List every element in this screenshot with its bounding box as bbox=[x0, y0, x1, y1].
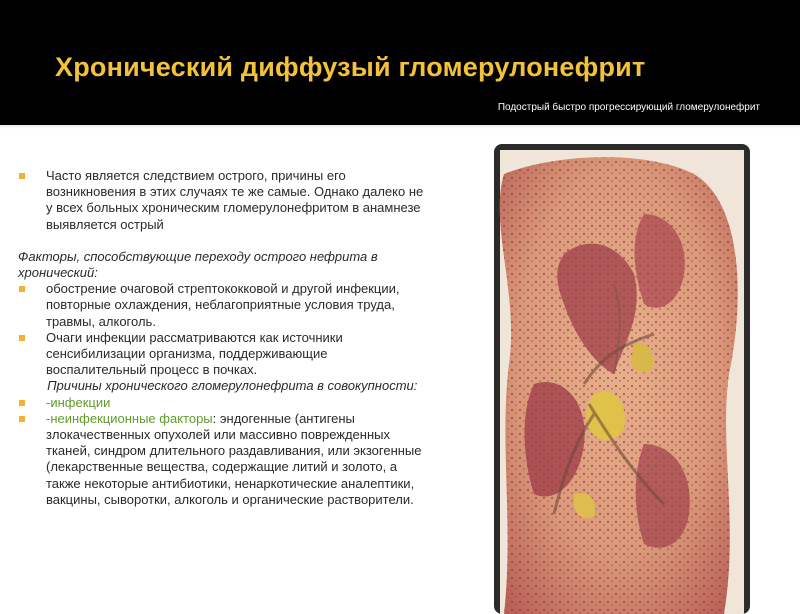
cause-bullet-2 bbox=[18, 411, 428, 508]
header-divider bbox=[0, 125, 800, 129]
spacer bbox=[18, 233, 428, 249]
cause-bullet-1: -инфекции bbox=[18, 395, 428, 411]
cause-2-label: -неинфекционные факторы bbox=[46, 410, 213, 426]
factor-bullet-1: обострение очаговой стрептококковой и другой инфекции, повторные охлаждения, неблагоприятные условия труда, травмы, алкоголь. bbox=[18, 281, 428, 330]
factors-heading: Факторы, способствующие переходу острого нефрита в хронический: bbox=[18, 248, 378, 281]
kidney-illustration bbox=[494, 144, 750, 614]
header-bar bbox=[0, 0, 800, 125]
causes-heading-text: Причины хронического гломерулонефрита в совокупности: bbox=[47, 378, 418, 394]
kidney-section-drawing bbox=[494, 144, 750, 614]
cause-2-text: : эндогенные (антигены злокачественных опухолей или массивно поврежденных тканей, синдром длительного раздавливания, или экзогенные (лекарственные вещества, содержащие литий и золото, а также некоторые антибиотики, ненаркотические аналептики, вакцины, сыворотки, алкоголь и органические растворители. bbox=[46, 410, 422, 507]
factor-bullet-2: Очаги инфекции рассматриваются как источники сенсибилизации организма, поддерживающие воспалительный процесс в почках. bbox=[18, 330, 428, 379]
slide-title: Хронический диффузый гломерулонефрит bbox=[55, 52, 646, 82]
causes-heading bbox=[18, 378, 428, 394]
intro-bullet: Часто является следствием острого, причины его возникновения в этих случаях те же самые. Однако далеко не у всех больных хроническим гломерулонефритом в анамнезе выявляется острый bbox=[18, 168, 428, 233]
slide-subtitle: Подострый быстро прогрессирующий гломерулонефрит bbox=[497, 102, 760, 113]
slide-body bbox=[18, 168, 428, 508]
